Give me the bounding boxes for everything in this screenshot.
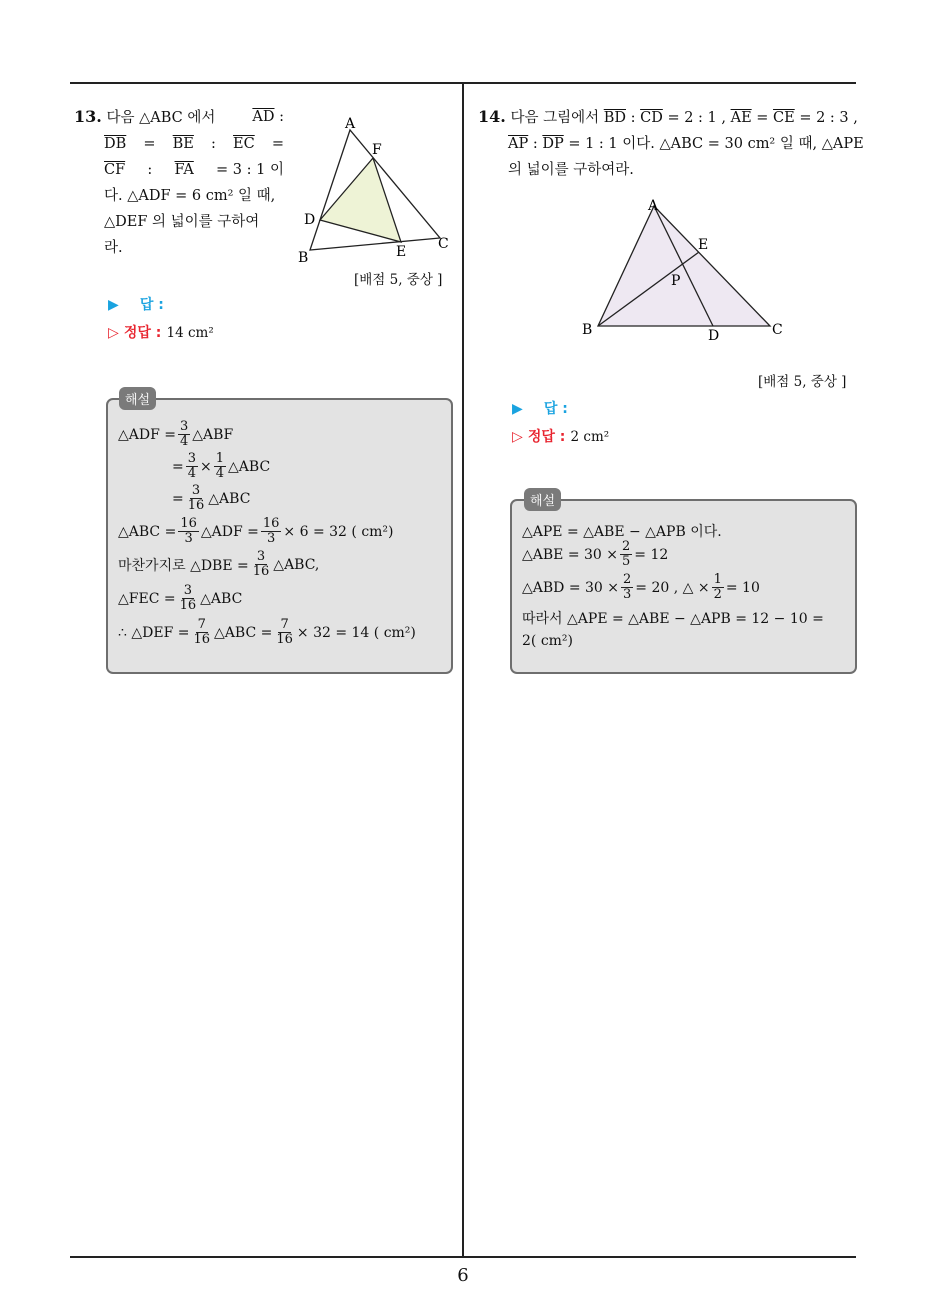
q14-text: = 2 : 3 , [799,110,858,126]
q14-text: = 2 : 1 , [667,110,726,126]
correct-value: 14 cm² [166,325,214,341]
solution-line: △ADF = $\frac{3}{4}$ △ABF [118,419,234,449]
solution-line: = $\frac{3}{4}$ × $\frac{1}{4}$ △ABC [172,451,271,481]
correct-answer-row [512,426,609,446]
label-B: B [582,322,593,338]
segment: $\overline{CE}$ [773,110,795,126]
q14-triangle-figure [578,192,798,348]
segment: $\overline{AD}$ [252,109,275,125]
q14-text: = 1 : 1 이다. △ABC = 30 cm² 일 때, △APE [568,136,864,152]
answer-row [108,294,164,314]
label-D: D [708,328,720,344]
q13-text: △DEF 의 넓이를 구하여 [104,214,260,230]
label-E: E [698,237,709,253]
solution-tag: 해설 [524,488,561,511]
q14-text: 의 넓이를 구하여라. [508,162,634,178]
question-13: 13. 다음 △ABC 에서 $\overline{AD}$ : $\overline{DB}$ = $\overline{BE}$ : $\overline{EC}$ = $\overline{CF}$ : $\overline{FA}$ = 3 : 1 이 다. △ADF = 6 cm² 일 때, △DEF 의 넓이를 구하여 라. [74,104,284,261]
solution-line: △APE = △ABE − △APB 이다. [522,524,722,540]
solution-line: 따라서 △APE = △ABE − △APB = 12 − 10 = [522,611,824,627]
answer-label: 답 : [139,297,164,313]
answer-row [512,398,568,418]
segment: $\overline{FA}$ [174,162,194,178]
score-label: [배점 5, 중상 ] [758,374,847,390]
label-C: C [772,322,783,338]
label-P: P [671,273,681,289]
q13-triangle-figure [290,110,460,270]
segment: $\overline{AP}$ [508,136,529,152]
segment: $\overline{CD}$ [640,110,663,126]
solution-line: △ABE = 30 × $\frac{2}{5}$ = 12 [522,539,669,569]
column-divider [462,82,464,1257]
q13-text: 라. [104,240,123,256]
solution-line: 2( cm²) [522,633,574,649]
solution-line: △FEC = $\frac{3}{16}$ △ABC [118,583,243,613]
label-A: A [648,198,659,214]
segment: $\overline{BE}$ [172,136,194,152]
segment: $\overline{EC}$ [233,136,255,152]
correct-label: 정답 : [527,429,566,445]
segment: $\overline{BD}$ [603,110,626,126]
q13-text: = 3 : 1 이 [216,162,284,178]
label-D: D [304,212,316,228]
segment: $\overline{CF}$ [104,162,126,178]
segment: $\overline{DB}$ [104,136,127,152]
q13-text: 다음 △ABC 에서 [106,110,216,126]
outline-play-icon: ▷ [512,429,523,445]
q13-text: 다. △ADF = 6 cm² 일 때, [104,188,276,204]
label-E: E [396,244,407,260]
q14-text: : [630,110,636,126]
correct-answer-row [108,322,214,342]
correct-value: 2 cm² [570,429,610,445]
question-14 [478,104,864,183]
q14-text: : [532,136,538,152]
page-number: 6 [457,1265,469,1286]
answer-label: 답 : [543,401,568,417]
question-number: 14. [478,107,506,126]
bottom-rule [70,1256,856,1258]
label-A: A [345,116,356,132]
label-F: F [372,142,382,158]
segment: $\overline{DP}$ [542,136,564,152]
play-icon: ▶ [108,297,119,313]
q14-text: 다음 그림에서 [510,110,600,126]
solution-line: ∴ △DEF = $\frac{7}{16}$ △ABC = $\frac{7}{16}$ × 32 = 14 ( cm²) [118,617,416,647]
score-label: [배점 5, 중상 ] [354,272,443,288]
outline-play-icon: ▷ [108,325,119,341]
correct-label: 정답 : [123,325,162,341]
segment: $\overline{AE}$ [730,110,752,126]
label-C: C [438,236,449,252]
question-number: 13. [74,107,102,126]
label-B: B [298,250,309,266]
play-icon: ▶ [512,401,523,417]
solution-tag: 해설 [119,387,156,410]
solution-line: 마찬가지로 △DBE = $\frac{3}{16}$ △ABC, [118,549,320,579]
solution-line: △ABC = $\frac{16}{3}$ △ADF = $\frac{16}{3}$ × 6 = 32 ( cm²) [118,516,394,546]
q14-text: = [756,110,769,126]
solution-line: = $\frac{3}{16}$ △ABC [172,483,251,513]
solution-line: △ABD = 30 × $\frac{2}{3}$ = 20 , △ × $\frac{1}{2}$ = 10 [522,572,760,602]
